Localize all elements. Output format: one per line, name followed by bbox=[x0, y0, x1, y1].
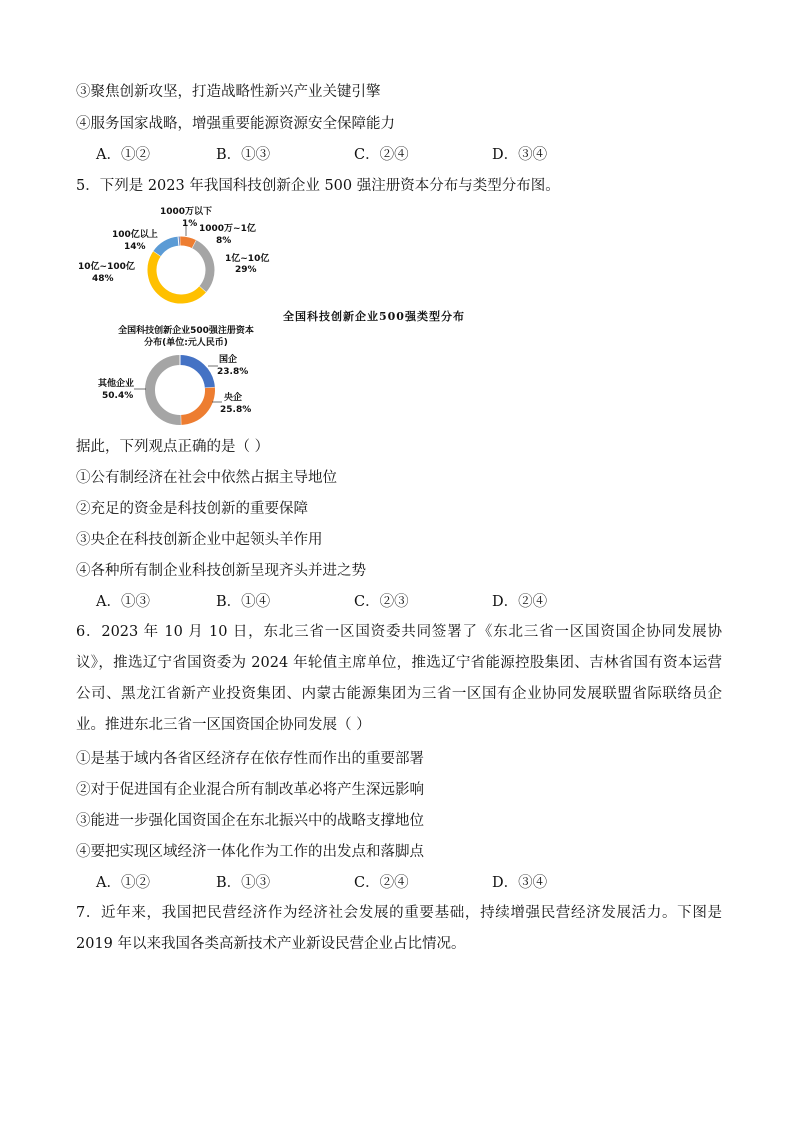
q5-item-4: ④各种所有制企业科技创新呈现齐头并进之势 bbox=[76, 563, 366, 579]
q6-option-a: A．①② bbox=[96, 875, 150, 891]
capital-distribution-title: 全国科技创新企业500强注册资本分布(单位:元人民币) bbox=[118, 326, 254, 348]
label-type-central-soe: 央企 bbox=[224, 393, 243, 403]
q5-option-b: B．①④ bbox=[216, 594, 271, 610]
label-cap-over-10b: 100亿以上 bbox=[112, 230, 158, 240]
q5-item-3: ③央企在科技创新企业中起领头羊作用 bbox=[76, 532, 323, 548]
value-type-central-soe: 25.8% bbox=[220, 405, 252, 415]
value-type-soe: 23.8% bbox=[217, 367, 249, 377]
q6-stem: 6．2023 年 10 月 10 日，东北三省一区国资委共同签署了《东北三省一区国资国企协同发展协议》，推选辽宁省国资委为 2024 年轮值主席单位，推选辽宁省能源控股集团、吉林省国有资本运营公司、黑龙江省新产业投资集团、内蒙古能源集团为三省一区国有企业协同发展联盟省际联络员企业。推进东北三省一区国资国企协同发展（ ） bbox=[76, 624, 722, 733]
label-type-soe: 国企 bbox=[219, 355, 238, 365]
label-cap-under-10m: 1000万以下 bbox=[160, 207, 213, 217]
prev-item-4: ④服务国家战略，增强重要能源资源安全保障能力 bbox=[76, 116, 395, 132]
q5-option-a: A．①③ bbox=[96, 594, 150, 610]
q6-item-4: ④要把实现区域经济一体化作为工作的出发点和落脚点 bbox=[76, 844, 424, 860]
q5-stem: 5．下列是 2023 年我国科技创新企业 500 强注册资本分布与类型分布图。 bbox=[76, 178, 560, 194]
label-cap-100m-1b: 1亿~10亿 bbox=[225, 254, 270, 264]
prev-option-c: C．②④ bbox=[354, 147, 409, 163]
value-type-other: 50.4% bbox=[102, 391, 134, 401]
q6-item-3: ③能进一步强化国资国企在东北振兴中的战略支撑地位 bbox=[76, 813, 424, 829]
value-cap-10m-100m: 8% bbox=[216, 236, 232, 246]
q6-option-c: C．②④ bbox=[354, 875, 409, 891]
label-cap-1b-10b: 10亿~100亿 bbox=[78, 262, 135, 272]
q5-option-d: D．②④ bbox=[492, 594, 548, 610]
q5-after-chart: 据此，下列观点正确的是（ ） bbox=[76, 439, 270, 455]
label-cap-10m-100m: 1000万~1亿 bbox=[199, 224, 256, 234]
q5-option-c: C．②③ bbox=[354, 594, 409, 610]
label-type-other: 其他企业 bbox=[98, 379, 135, 389]
q6-option-d: D．③④ bbox=[492, 875, 548, 891]
q7-stem: 7．近年来，我国把民营经济作为经济社会发展的重要基础，持续增强民营经济发展活力。下图是 2019 年以来我国各类高新技术产业新设民营企业占比情况。 bbox=[76, 905, 722, 952]
value-cap-under-10m: 1% bbox=[182, 219, 198, 229]
prev-option-b: B．①③ bbox=[216, 147, 271, 163]
prev-option-a: A．①② bbox=[96, 147, 150, 163]
prev-option-d: D．③④ bbox=[492, 147, 548, 163]
q6-item-1: ①是基于域内各省区经济存在依存性而作出的重要部署 bbox=[76, 751, 424, 767]
q6-item-2: ②对于促进国有企业混合所有制改革必将产生深远影响 bbox=[76, 782, 424, 798]
value-cap-1b-10b: 48% bbox=[92, 274, 114, 284]
prev-item-3: ③聚焦创新攻坚，打造战略性新兴产业关键引擎 bbox=[76, 84, 381, 100]
type-distribution-title: 全国科技创新企业500强类型分布 bbox=[283, 310, 465, 323]
q5-item-1: ①公有制经济在社会中依然占据主导地位 bbox=[76, 470, 337, 486]
value-cap-100m-1b: 29% bbox=[235, 265, 257, 275]
q5-item-2: ②充足的资金是科技创新的重要保障 bbox=[76, 501, 308, 517]
q6-option-b: B．①③ bbox=[216, 875, 271, 891]
value-cap-over-10b: 14% bbox=[124, 242, 146, 252]
